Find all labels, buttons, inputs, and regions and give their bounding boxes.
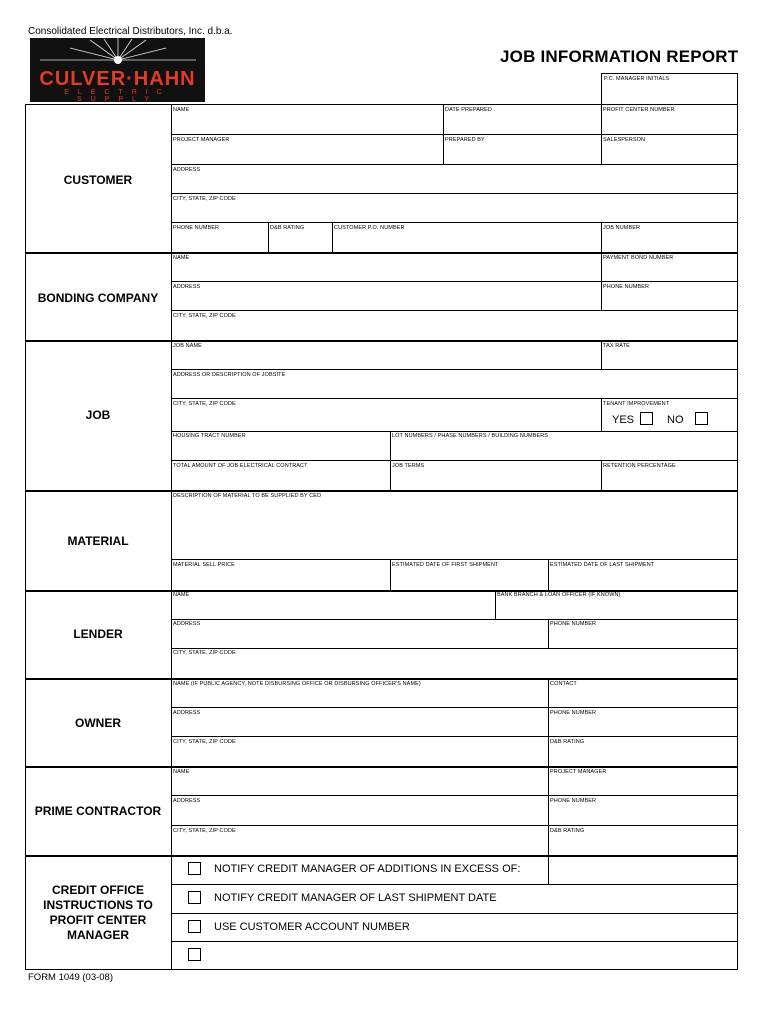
row-line — [171, 736, 738, 737]
page-title: JOB INFORMATION REPORT — [500, 47, 739, 66]
row-line — [171, 310, 738, 311]
customer-city-field[interactable]: CITY, STATE, ZIP CODE — [173, 196, 236, 202]
job-name-field[interactable]: JOB NAME — [173, 343, 202, 349]
row-line — [171, 164, 738, 165]
job-terms-field[interactable]: JOB TERMS — [392, 463, 425, 469]
credit-line-1: CREDIT OFFICE — [52, 883, 144, 897]
row-line — [171, 398, 738, 399]
section-prime-contractor: PRIME CONTRACTOR — [34, 804, 162, 818]
row-line — [171, 825, 738, 826]
company-logo — [30, 38, 205, 102]
section-separator — [25, 855, 738, 857]
cell-divider — [548, 678, 549, 766]
owner-phone-field[interactable]: PHONE NUMBER — [550, 710, 597, 716]
row-line — [171, 559, 738, 560]
row-line — [171, 884, 738, 885]
credit-line-4: MANAGER — [67, 928, 129, 942]
project-manager-field[interactable]: PROJECT MANAGER — [173, 137, 230, 143]
cell-divider — [601, 398, 602, 431]
prime-phone-field[interactable]: PHONE NUMBER — [550, 798, 597, 804]
pc-manager-initials-label: P.C. MANAGER INITIALS — [604, 76, 670, 82]
bonding-address-field[interactable]: ADDRESS — [173, 284, 201, 290]
customer-phone-field[interactable]: PHONE NUMBER — [173, 225, 220, 231]
notify-last-shipment-label: NOTIFY CREDIT MANAGER OF LAST SHIPMENT DATE — [214, 892, 497, 904]
salesperson-field[interactable]: SALESPERSON — [603, 137, 646, 143]
yes-label: YES — [612, 414, 635, 426]
material-description-field[interactable]: DESCRIPTION OF MATERIAL TO BE SUPPLIED BY CED — [173, 493, 322, 499]
logo-subtitle: ELECTRIC SUPPLY — [64, 89, 171, 102]
row-line — [171, 281, 738, 282]
cell-divider — [548, 855, 549, 884]
prime-db-rating-field[interactable]: D&B RATING — [550, 828, 585, 834]
customer-po-field[interactable]: CUSTOMER P.O. NUMBER — [334, 225, 405, 231]
profit-center-number-field[interactable]: PROFIT CENTER NUMBER — [603, 107, 675, 113]
prime-name-field[interactable]: NAME — [173, 769, 190, 775]
cell-divider — [601, 460, 602, 490]
cell-divider — [548, 619, 549, 648]
row-line — [171, 795, 738, 796]
lender-address-field[interactable]: ADDRESS — [173, 621, 201, 627]
row-line — [171, 460, 738, 461]
notify-additions-checkbox[interactable] — [188, 862, 201, 875]
lender-city-field[interactable]: CITY, STATE, ZIP CODE — [173, 650, 236, 656]
logo-brand: CULVER·HAHN — [39, 68, 196, 90]
cell-divider — [601, 222, 602, 252]
row-line — [171, 369, 738, 370]
section-owner: OWNER — [75, 716, 121, 730]
prime-city-field[interactable]: CITY, STATE, ZIP CODE — [173, 828, 236, 834]
customer-db-rating-field[interactable]: D&B RATING — [270, 225, 305, 231]
credit-line-3: PROFIT CENTER — [49, 913, 147, 927]
material-sell-price-field[interactable]: MATERIAL SELL PRICE — [173, 562, 235, 568]
total-contract-field[interactable]: TOTAL AMOUNT OF JOB ELECTRICAL CONTRACT — [173, 463, 308, 469]
row-line — [171, 707, 738, 708]
row-line — [171, 222, 738, 223]
housing-tract-field[interactable]: HOUSING TRACT NUMBER — [173, 433, 246, 439]
row-line — [171, 648, 738, 649]
row-line — [171, 619, 738, 620]
cell-divider — [548, 766, 549, 855]
section-divider — [171, 104, 172, 970]
cell-divider — [601, 340, 602, 369]
yes-checkbox[interactable] — [640, 412, 653, 425]
last-shipment-date-field[interactable]: ESTIMATED DATE OF LAST SHIPMENT — [550, 562, 655, 568]
bonding-name-field[interactable]: NAME — [173, 255, 190, 261]
use-account-number-checkbox[interactable] — [188, 920, 201, 933]
cell-divider — [443, 104, 444, 164]
first-shipment-date-field[interactable]: ESTIMATED DATE OF FIRST SHIPMENT — [392, 562, 499, 568]
lender-name-field[interactable]: NAME — [173, 592, 190, 598]
no-checkbox[interactable] — [695, 412, 708, 425]
section-bonding-company: BONDING COMPANY — [37, 291, 159, 305]
cell-divider — [390, 431, 391, 490]
prime-project-manager-field[interactable]: PROJECT MANAGER — [550, 769, 607, 775]
credit-line-2: INSTRUCTIONS TO — [43, 898, 153, 912]
section-material: MATERIAL — [67, 534, 129, 548]
customer-address-field[interactable]: ADDRESS — [173, 167, 201, 173]
no-label: NO — [667, 414, 684, 426]
bonding-city-field[interactable]: CITY, STATE, ZIP CODE — [173, 313, 236, 319]
cell-divider — [601, 104, 602, 164]
date-prepared-field[interactable]: DATE PREPARED — [445, 107, 492, 113]
bonding-phone-field[interactable]: PHONE NUMBER — [603, 284, 650, 290]
section-separator — [25, 590, 738, 592]
row-line — [171, 941, 738, 942]
owner-db-rating-field[interactable]: D&B RATING — [550, 739, 585, 745]
section-lender: LENDER — [73, 627, 123, 641]
jobsite-address-field[interactable]: ADDRESS OR DESCRIPTION OF JOBSITE — [173, 372, 286, 378]
section-credit-office — [25, 883, 171, 943]
other-instruction-checkbox[interactable] — [188, 948, 201, 961]
section-separator — [25, 252, 738, 254]
prime-address-field[interactable]: ADDRESS — [173, 798, 201, 804]
job-number-field[interactable]: JOB NUMBER — [603, 225, 641, 231]
section-separator — [25, 678, 738, 680]
row-line — [171, 431, 738, 432]
lot-numbers-field[interactable]: LOT NUMBERS / PHASE NUMBERS / BUILDING NUMBERS — [392, 433, 549, 439]
notify-last-shipment-checkbox[interactable] — [188, 891, 201, 904]
cell-divider — [601, 252, 602, 310]
cell-divider — [548, 559, 549, 590]
section-separator — [25, 490, 738, 492]
tax-rate-field[interactable]: TAX RATE — [603, 343, 630, 349]
row-line — [171, 193, 738, 194]
cell-divider — [268, 222, 269, 252]
job-city-field[interactable]: CITY, STATE, ZIP CODE — [173, 401, 236, 407]
section-separator — [25, 766, 738, 768]
section-customer: CUSTOMER — [63, 173, 133, 187]
bank-branch-field[interactable]: BANK BRANCH & LOAN OFFICER (IF KNOWN) — [497, 592, 621, 598]
tenant-improvement-label: TENANT IMPROVEMENT — [603, 401, 670, 407]
owner-city-field[interactable]: CITY, STATE, ZIP CODE — [173, 739, 236, 745]
customer-name-field[interactable]: NAME — [173, 107, 190, 113]
row-line — [171, 134, 738, 135]
row-line — [171, 913, 738, 914]
use-account-number-label: USE CUSTOMER ACCOUNT NUMBER — [214, 921, 410, 933]
retention-percentage-field[interactable]: RETENTION PERCENTAGE — [603, 463, 676, 469]
owner-contact-field[interactable]: CONTACT — [550, 681, 577, 687]
form-number: FORM 1049 (03-08) — [28, 972, 114, 983]
owner-address-field[interactable]: ADDRESS — [173, 710, 201, 716]
section-job: JOB — [85, 408, 111, 422]
cell-divider — [390, 559, 391, 590]
owner-name-field[interactable]: NAME (IF PUBLIC AGENCY, NOTE DISBURSING OFFICE OR DISBURSING OFFICER'S NAME) — [173, 681, 421, 687]
company-line: Consolidated Electrical Distributors, Inc. d.b.a. — [28, 26, 233, 37]
lender-phone-field[interactable]: PHONE NUMBER — [550, 621, 597, 627]
cell-divider — [495, 590, 496, 619]
cell-divider — [332, 222, 333, 252]
section-separator — [25, 340, 738, 342]
prepared-by-field[interactable]: PREPARED BY — [445, 137, 485, 143]
pc-manager-initials-field[interactable] — [601, 73, 738, 105]
payment-bond-number-field[interactable]: PAYMENT BOND NUMBER — [603, 255, 674, 261]
notify-additions-label: NOTIFY CREDIT MANAGER OF ADDITIONS IN EXCESS OF: — [214, 863, 521, 875]
